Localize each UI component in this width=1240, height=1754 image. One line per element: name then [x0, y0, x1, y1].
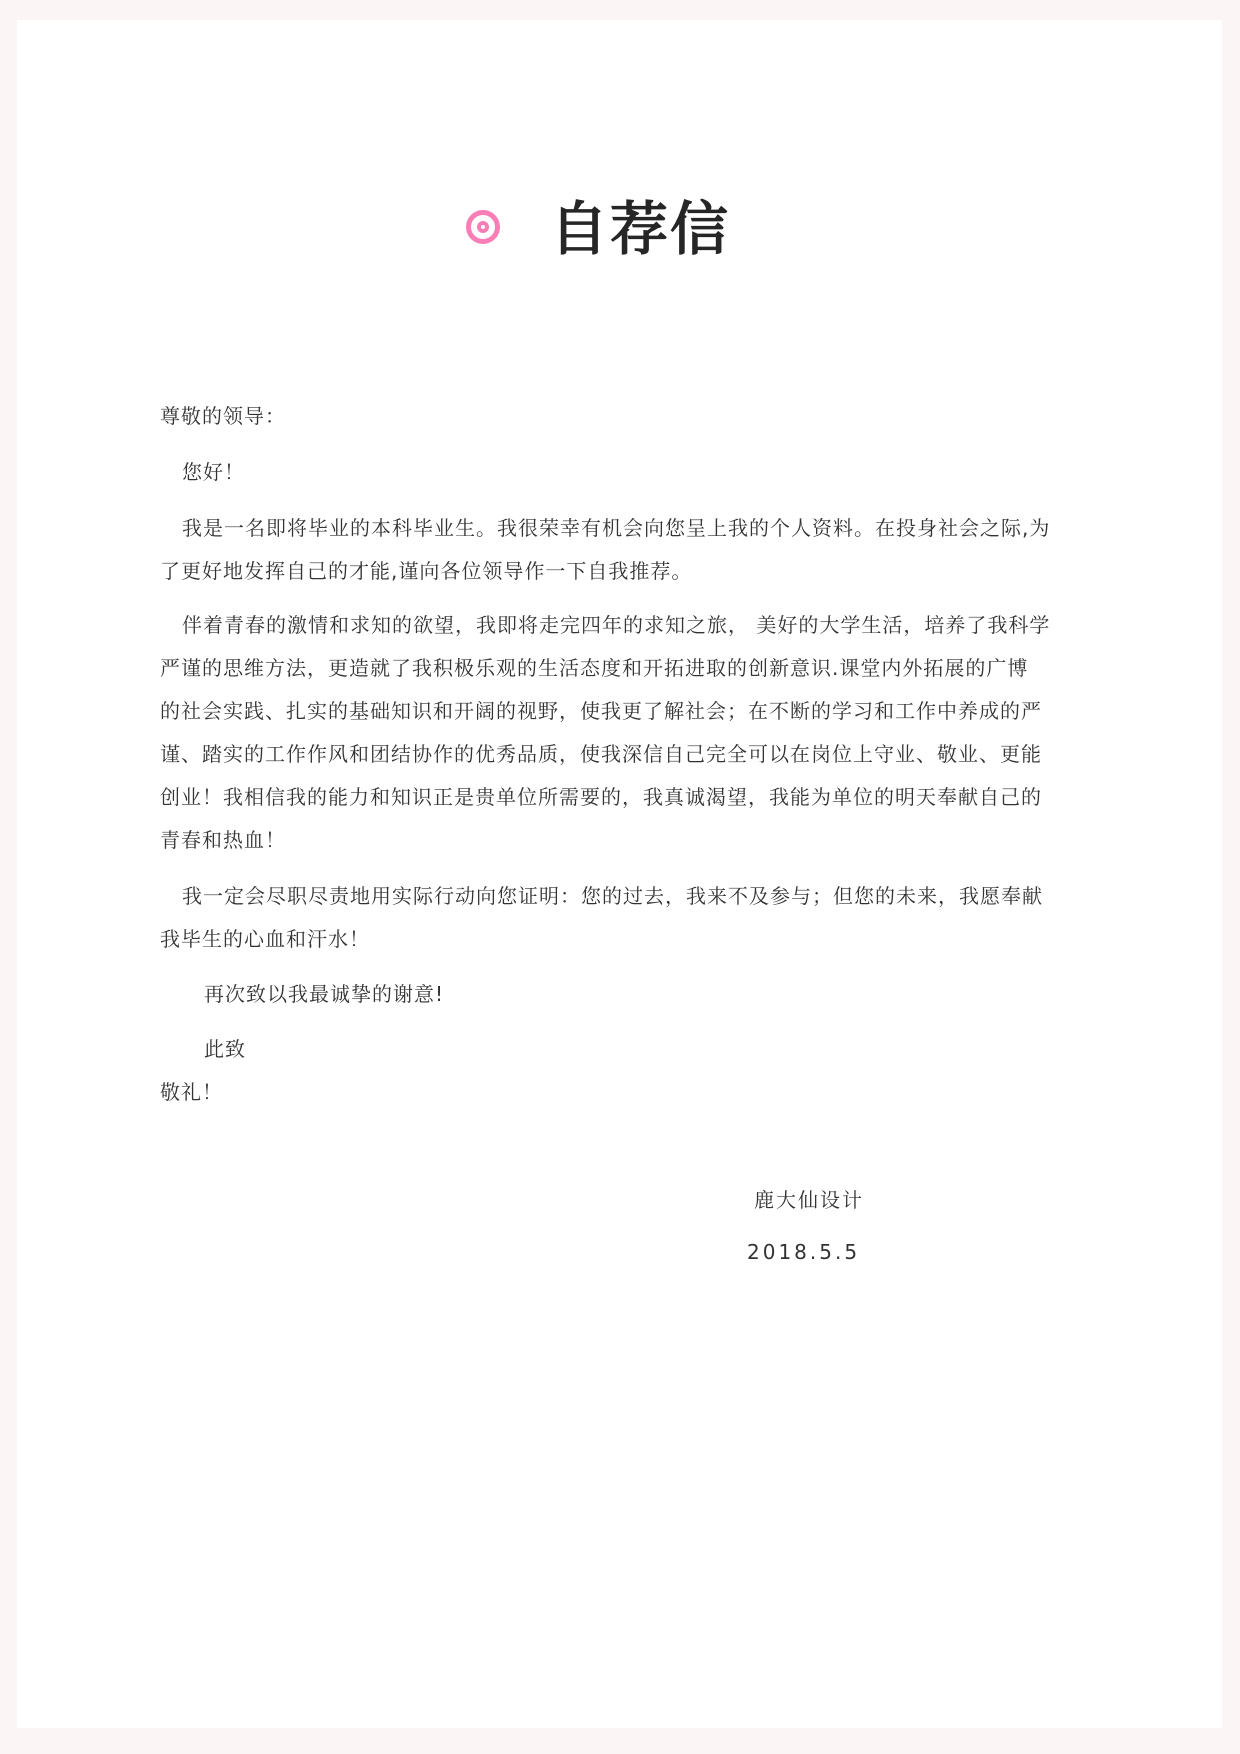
page-title: 自荐信 — [550, 195, 731, 263]
thanks-line: 再次致以我最诚挚的谢意! — [204, 982, 445, 1006]
greeting: 您好！ — [182, 460, 245, 484]
target-circle-icon — [466, 210, 500, 244]
closing-line-1: 此致 — [204, 1037, 246, 1061]
paragraph-1-line: 我是一名即将毕业的本科毕业生。我很荣幸有机会向您呈上我的个人资料。在投身社会之际,为 — [182, 516, 1051, 540]
signature: 鹿大仙设计 — [754, 1188, 864, 1212]
paragraph-3-line: 我一定会尽职尽责地用实际行动向您证明：您的过去，我来不及参与；但您的未来，我愿奉献 — [182, 884, 1043, 908]
paragraph-2-line: 创业！我相信我的能力和知识正是贵单位所需要的，我真诚渴望，我能为单位的明天奉献自己的 — [160, 785, 1042, 809]
paragraph-2-line: 伴着青春的激情和求知的欲望，我即将走完四年的求知之旅， 美好的大学生活，培养了我科学 — [182, 613, 1051, 637]
paragraph-2-line: 的社会实践、扎实的基础知识和开阔的视野，使我更了解社会；在不断的学习和工作中养成的严 — [160, 699, 1042, 723]
paragraph-3-line: 我毕生的心血和汗水！ — [160, 927, 370, 951]
salutation: 尊敬的领导： — [160, 404, 286, 428]
paragraph-2-line: 谨、踏实的工作作风和团结协作的优秀品质，使我深信自己完全可以在岗位上守业、敬业、更能 — [160, 742, 1042, 766]
closing-line-2: 敬礼！ — [160, 1080, 223, 1104]
paragraph-2-line: 严谨的思维方法，更造就了我积极乐观的生活态度和开拓进取的创新意识.课堂内外拓展的广博 — [160, 656, 1029, 680]
date: 2018.5.5 — [747, 1240, 861, 1264]
letter-page — [17, 20, 1222, 1728]
paragraph-2-line: 青春和热血！ — [160, 828, 286, 852]
paragraph-1-line: 了更好地发挥自己的才能,谨向各位领导作一下自我推荐。 — [160, 559, 693, 583]
